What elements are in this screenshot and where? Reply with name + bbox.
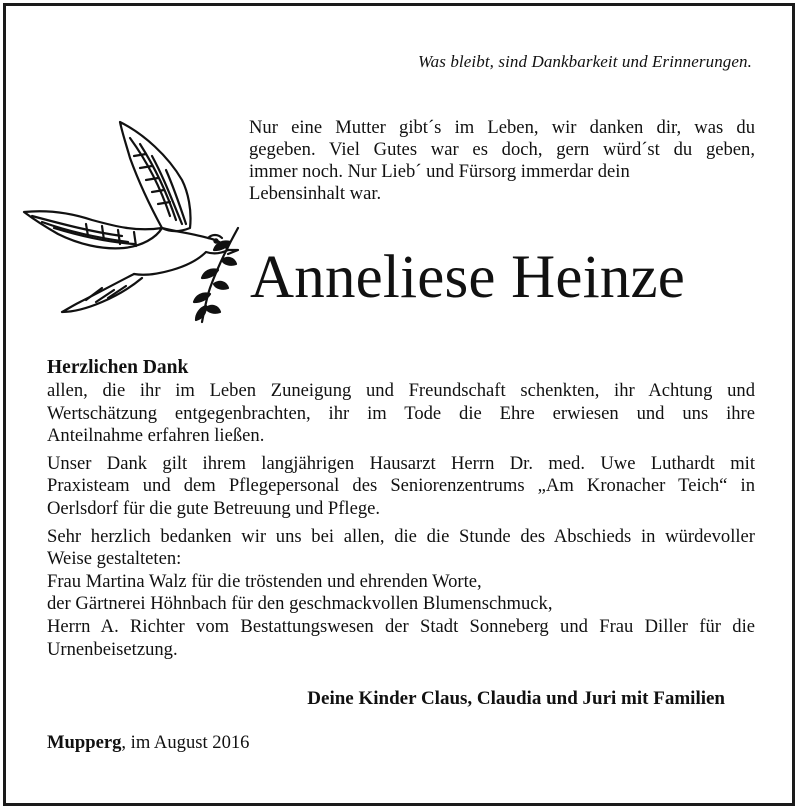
paragraph-line: Anteilnahme erfahren ließen. <box>47 425 265 447</box>
signature: Deine Kinder Claus, Claudia und Juri mit Familien <box>307 688 725 709</box>
paragraph-line: Frau Martina Walz für die tröstenden und ehrenden Worte, <box>47 570 482 592</box>
paragraph-line: der Gärtnerei Höhnbach für den geschmackvollen Blumenschmuck, <box>47 593 553 615</box>
thanks-paragraph <box>47 380 755 448</box>
thanks-section <box>47 356 755 666</box>
paragraph-line: Sehr herzlich bedanken wir uns bei allen, die die Stunde des Abschieds in würdevoller <box>47 525 755 547</box>
paragraph-line: Weise gestalteten: <box>47 548 182 570</box>
place: Mupperg <box>47 732 122 753</box>
paragraph-line: Urnenbeisetzung. <box>47 638 178 660</box>
paragraph-line: Wertschätzung entgegenbrachten, ihr im Tode die Ehre erwiesen und uns ihre <box>47 402 755 424</box>
dove-with-olive-branch-icon <box>22 120 247 325</box>
thanks-paragraph <box>47 453 755 521</box>
paragraph-line: Oerlsdorf für die gute Betreuung und Pflege. <box>47 497 381 519</box>
paragraph-line: Herrn A. Richter vom Bestattungswesen der Stadt Sonneberg und Frau Diller für die <box>47 615 755 637</box>
verse-line: immer noch. Nur Lieb´ und Fürsorg immerdar dein <box>249 161 630 182</box>
date: , im August 2016 <box>121 732 250 753</box>
paragraph-line: Praxisteam und dem Pflegepersonal des Seniorenzentrums „Am Kronacher Teich“ in <box>47 475 755 497</box>
memorial-verse <box>249 117 755 205</box>
thanks-paragraph <box>47 526 755 662</box>
motto: Was bleibt, sind Dankbarkeit und Erinnerungen. <box>417 52 752 71</box>
deceased-name: Anneliese Heinze <box>250 244 686 311</box>
verse-line: Nur eine Mutter gibt´s im Leben, wir danken dir, was du <box>249 117 755 138</box>
paragraph-line: Unser Dank gilt ihrem langjährigen Hausarzt Herrn Dr. med. Uwe Luthardt mit <box>47 452 755 474</box>
verse-line: Lebensinhalt war. <box>249 183 382 204</box>
verse-line: gegeben. Viel Gutes war es doch, gern würd´st du geben, <box>249 139 755 160</box>
paragraph-line: allen, die ihr im Leben Zuneigung und Freundschaft schenkten, ihr Achtung und <box>47 380 755 401</box>
place-and-date <box>47 732 249 754</box>
thanks-heading: Herzlichen Dank <box>47 357 189 378</box>
